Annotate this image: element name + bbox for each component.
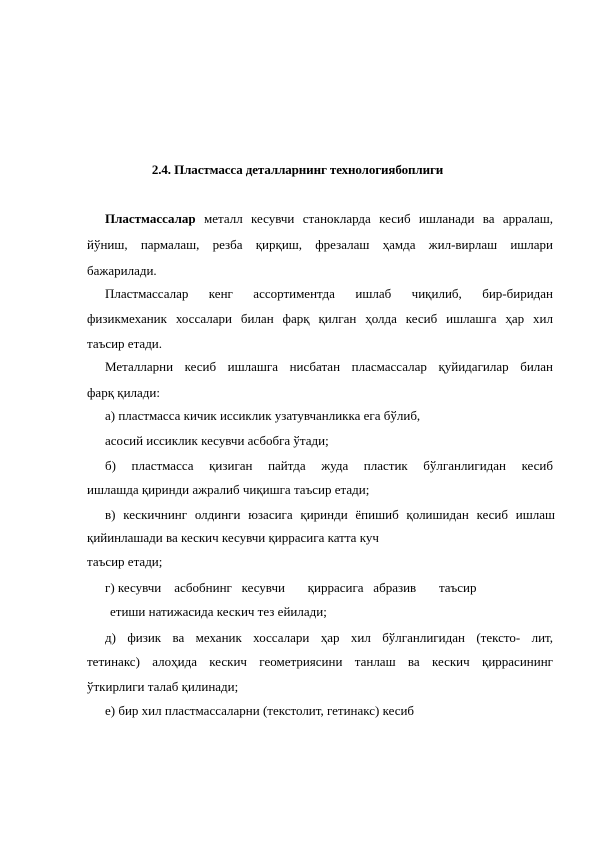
list-item-c-cont2: таъсир етади; bbox=[87, 554, 163, 569]
list-item-a: а) пластмасса кичик иссиклик узатувчанликка ега бўлиб, bbox=[105, 408, 421, 423]
paragraph-line-3: бажарилади. bbox=[87, 263, 157, 278]
paragraph-line-7: Металларни кесиб ишлашга нисбатан пласмассалар қуйидагилар билан bbox=[105, 359, 553, 374]
paragraph-line-5: физикмеханик хоссалари билан фарқ қилган ҳолда кесиб ишлашга ҳар хил bbox=[87, 311, 553, 326]
paragraph-line-1 bbox=[105, 211, 553, 227]
list-item-b: б) пластмасса қизиган пайтда жуда пластик бўлганлигидан кесиб bbox=[105, 458, 553, 473]
list-item-d-cont: тетинакс) алоҳида кескич геометриясини танлаш ва кескич қиррасининг bbox=[87, 654, 553, 669]
list-item-a-cont: асосий иссиклик кесувчи асбобга ўтади; bbox=[105, 433, 329, 448]
paragraph-line-4: Пластмассалар кенг ассортиментда ишлаб чиқилиб, бир-биридан bbox=[105, 286, 553, 301]
list-item-g: г) кесувчи асбобнинг кесувчи қиррасига абразив таъсир bbox=[105, 580, 477, 595]
section-title: 2.4. Пластмасса деталларнинг технологиябоплиги bbox=[151, 162, 444, 177]
list-item-c-cont: қийинлашади ва кескич кесувчи қиррасига катта куч bbox=[87, 530, 379, 545]
bold-term: Пластмассалар bbox=[105, 211, 196, 226]
paragraph-line-2: йўниш, пармалаш, резба қирқиш, фрезалаш ҳамда жил-вирлаш ишлари bbox=[87, 237, 553, 252]
list-item-d: д) физик ва механик хоссалари ҳар хил бўлганлигидан (тексто- лит, bbox=[105, 630, 553, 645]
line-text: металл кесувчи станокларда кесиб ишланади ва арралаш, bbox=[195, 211, 553, 226]
list-item-e: е) бир хил пластмассаларни (текстолит, гетинакс) кесиб bbox=[105, 703, 415, 718]
list-item-d-cont2: ўткирлиги талаб қилинади; bbox=[87, 679, 239, 694]
paragraph-line-8: фарқ қилади: bbox=[87, 385, 160, 400]
list-item-g-cont: етиши натижасида кескич тез ейилади; bbox=[110, 604, 327, 619]
list-item-c: в) кескичнинг олдинги юзасига қиринди ёпишиб қолишидан кесиб ишлаш bbox=[105, 507, 555, 522]
paragraph-line-6: таъсир етади. bbox=[87, 336, 163, 351]
list-item-b-cont: ишлашда қиринди ажралиб чиқишга таъсир етади; bbox=[87, 482, 370, 497]
